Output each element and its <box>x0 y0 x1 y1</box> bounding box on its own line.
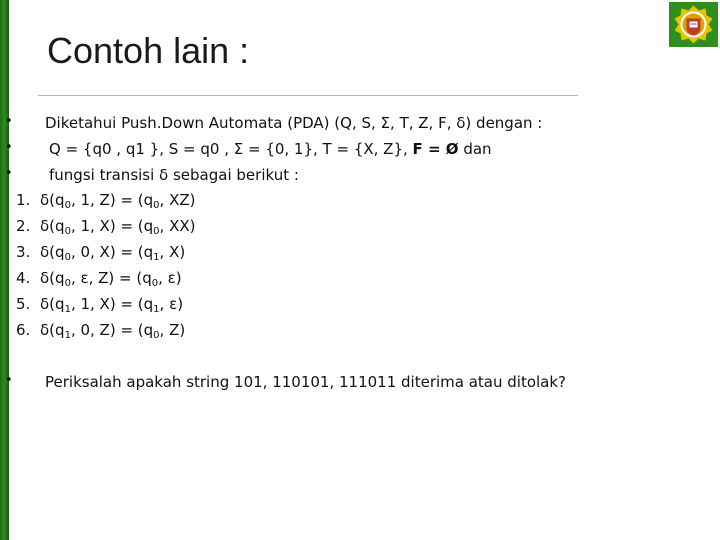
rule-text: $\delta(q_0$, ε, $Z) = (q_0$, ε) <box>40 269 182 289</box>
rule-text: $\delta(q_0$, 1, $X) = (q_0$, XX) <box>40 217 196 237</box>
bullet-icon: • <box>5 114 13 129</box>
title-divider <box>38 95 578 96</box>
rule-number: 6. <box>16 321 31 339</box>
rule-number: 3. <box>16 243 31 261</box>
intro-text: fungsi transisi δ sebagai berikut : <box>49 166 299 184</box>
intro-text <box>49 140 492 158</box>
question-text: Periksalah apakah string 101, 110101, 111011 diterima atau ditolak? <box>45 373 567 391</box>
rule-text: $\delta(q_1$, 1, $X) = (q_1$, ε) <box>40 295 184 315</box>
intro-text-bold: F = Ø <box>412 140 459 158</box>
intro-text: Diketahui Push.Down Automata (PDA) (Q, S, Σ, T, Z, F, δ) dengan : <box>45 114 543 132</box>
university-emblem-icon <box>669 2 718 47</box>
rule-number: 1. <box>16 191 31 209</box>
rule-text: $\delta(q_0$, 0, $X) = (q_1$, X) <box>40 243 186 263</box>
intro-text-tail: dan <box>458 140 492 158</box>
rule-text: $\delta(q_1$, 0, $Z) = (q_0$, Z) <box>40 321 186 341</box>
page-title: Contoh lain : <box>47 30 250 71</box>
bullet-icon: • <box>5 166 13 181</box>
bullet-icon: • <box>5 140 13 155</box>
left-accent-bar <box>0 0 9 540</box>
intro-text-main: Q = {q0 , q1 }, S = q0 , Σ = {0, 1}, T = {X, Z}, <box>49 140 413 158</box>
rule-number: 2. <box>16 217 31 235</box>
rule-number: 4. <box>16 269 31 287</box>
rule-text: $\delta(q_0$, 1, $Z) = (q_0$, XZ) <box>40 191 196 211</box>
bullet-icon: • <box>5 373 13 388</box>
rule-number: 5. <box>16 295 31 313</box>
